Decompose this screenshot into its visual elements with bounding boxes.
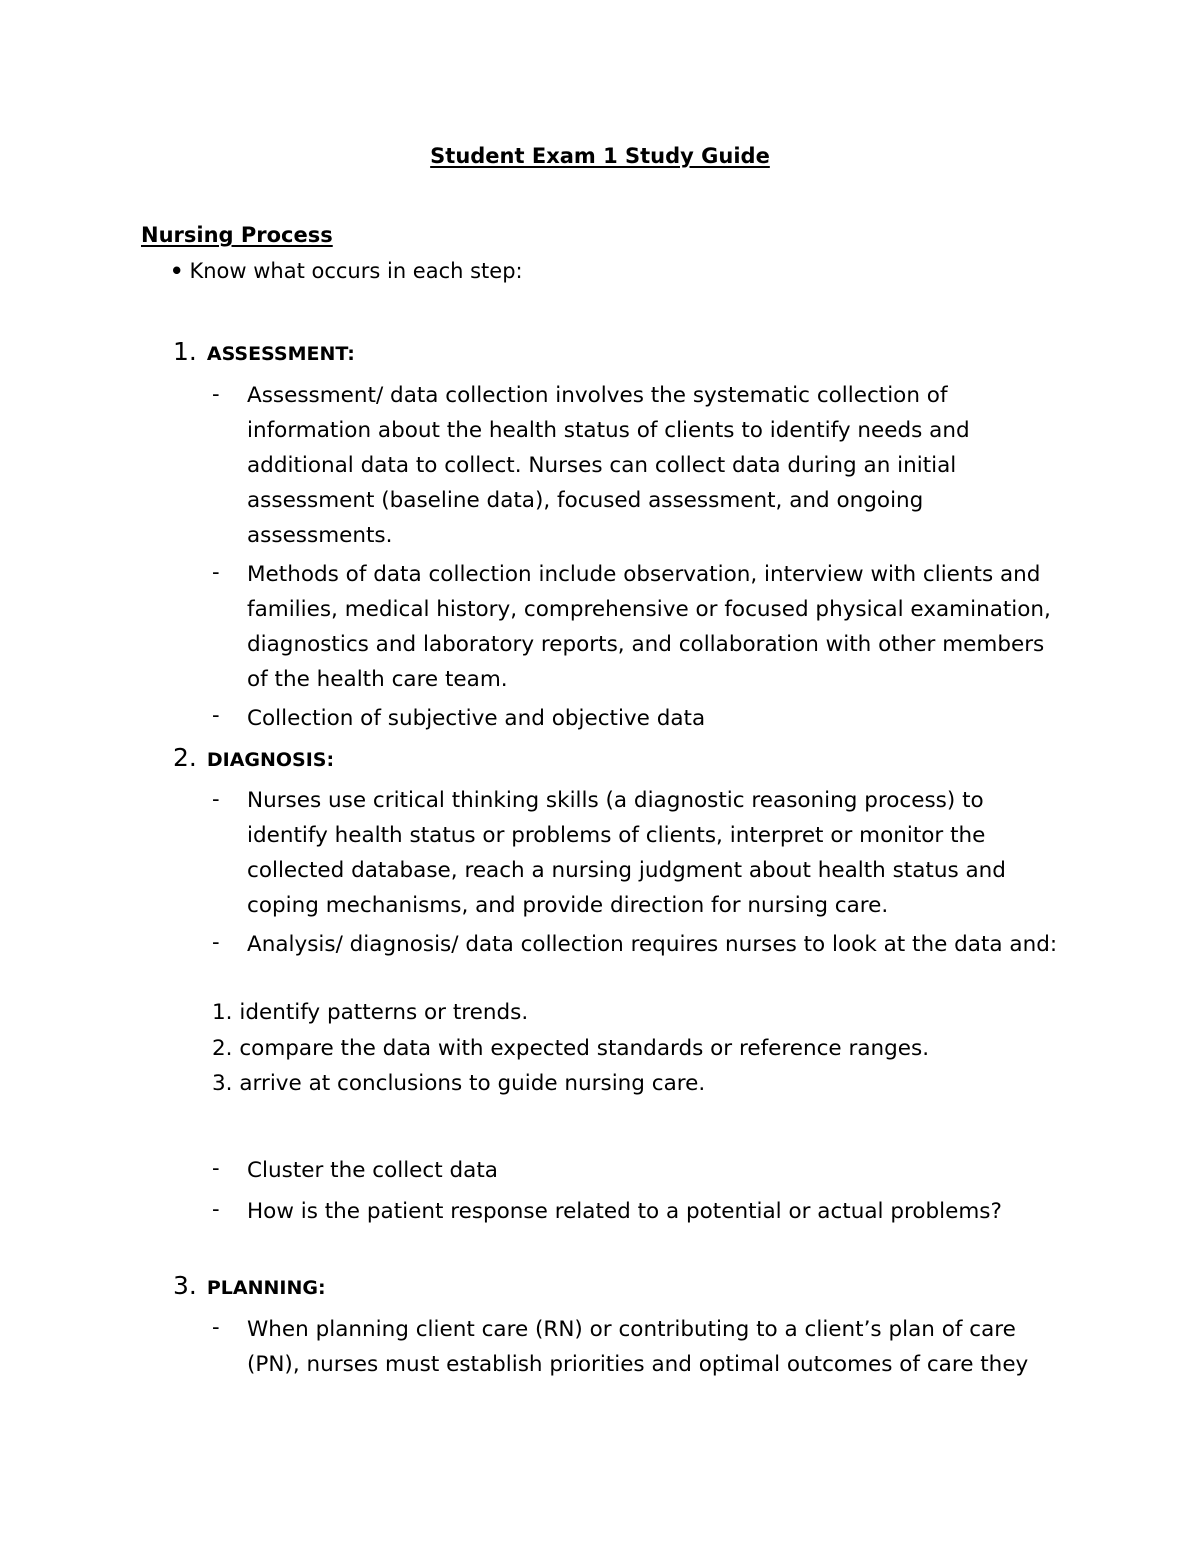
step-heading-assessment: [173, 337, 355, 366]
section-heading: Nursing Process: [141, 223, 333, 247]
diagnosis-item-2: Analysis/ diagnosis/ data collection requires nurses to look at the data and:: [247, 932, 1058, 957]
document-title: Student Exam 1 Study Guide: [430, 144, 770, 168]
dash-icon: -: [212, 787, 220, 811]
numbered-line: 1. identify patterns or trends.: [212, 1000, 529, 1025]
dash-icon: -: [212, 1156, 220, 1180]
dash-icon: -: [212, 1315, 220, 1339]
dash-icon: -: [212, 560, 220, 584]
step-title: ASSESSMENT:: [206, 343, 355, 365]
step-title: PLANNING:: [206, 1277, 326, 1299]
step-title: DIAGNOSIS:: [206, 749, 335, 771]
dash-icon: -: [212, 703, 220, 727]
diagnosis-item-3: Cluster the collect data: [247, 1158, 498, 1183]
dash-icon: -: [212, 930, 220, 954]
assessment-item-2: Methods of data collection include observation, interview with clients and families, medical history, comprehensive or focused physical examination, diagnostics and laboratory reports, and collaboration with other members of the health care team.: [247, 562, 1051, 692]
assessment-item-1: Assessment/ data collection involves the systematic collection of information about the health status of clients to identify needs and additional data to collect. Nurses can collect data during an initial assessment (baseline data), focused assessment, and ongoing assessments.: [247, 383, 970, 548]
numbered-line: 2. compare the data with expected standards or reference ranges.: [212, 1036, 930, 1061]
diagnosis-item-4: How is the patient response related to a potential or actual problems?: [247, 1199, 1002, 1224]
intro-text: Know what occurs in each step:: [189, 259, 523, 283]
step-heading-planning: [173, 1271, 326, 1300]
step-number: 3.: [173, 1271, 197, 1300]
assessment-item-3: Collection of subjective and objective data: [247, 706, 706, 731]
planning-item-1: When planning client care (RN) or contributing to a client’s plan of care (PN), nurses must establish priorities and optimal outcomes of care they: [247, 1317, 1029, 1377]
bullet-icon: •: [170, 259, 184, 283]
step-number: 2.: [173, 743, 197, 772]
step-number: 1.: [173, 337, 197, 366]
dash-icon: -: [212, 1197, 220, 1221]
intro-line: [170, 259, 523, 283]
diagnosis-item-1: Nurses use critical thinking skills (a diagnostic reasoning process) to identify health status or problems of clients, interpret or monitor the collected database, reach a nursing judgment about health status and coping mechanisms, and provide direction for nursing care.: [247, 788, 1006, 918]
step-heading-diagnosis: [173, 743, 334, 772]
numbered-line: 3. arrive at conclusions to guide nursing care.: [212, 1071, 706, 1096]
dash-icon: -: [212, 382, 220, 406]
